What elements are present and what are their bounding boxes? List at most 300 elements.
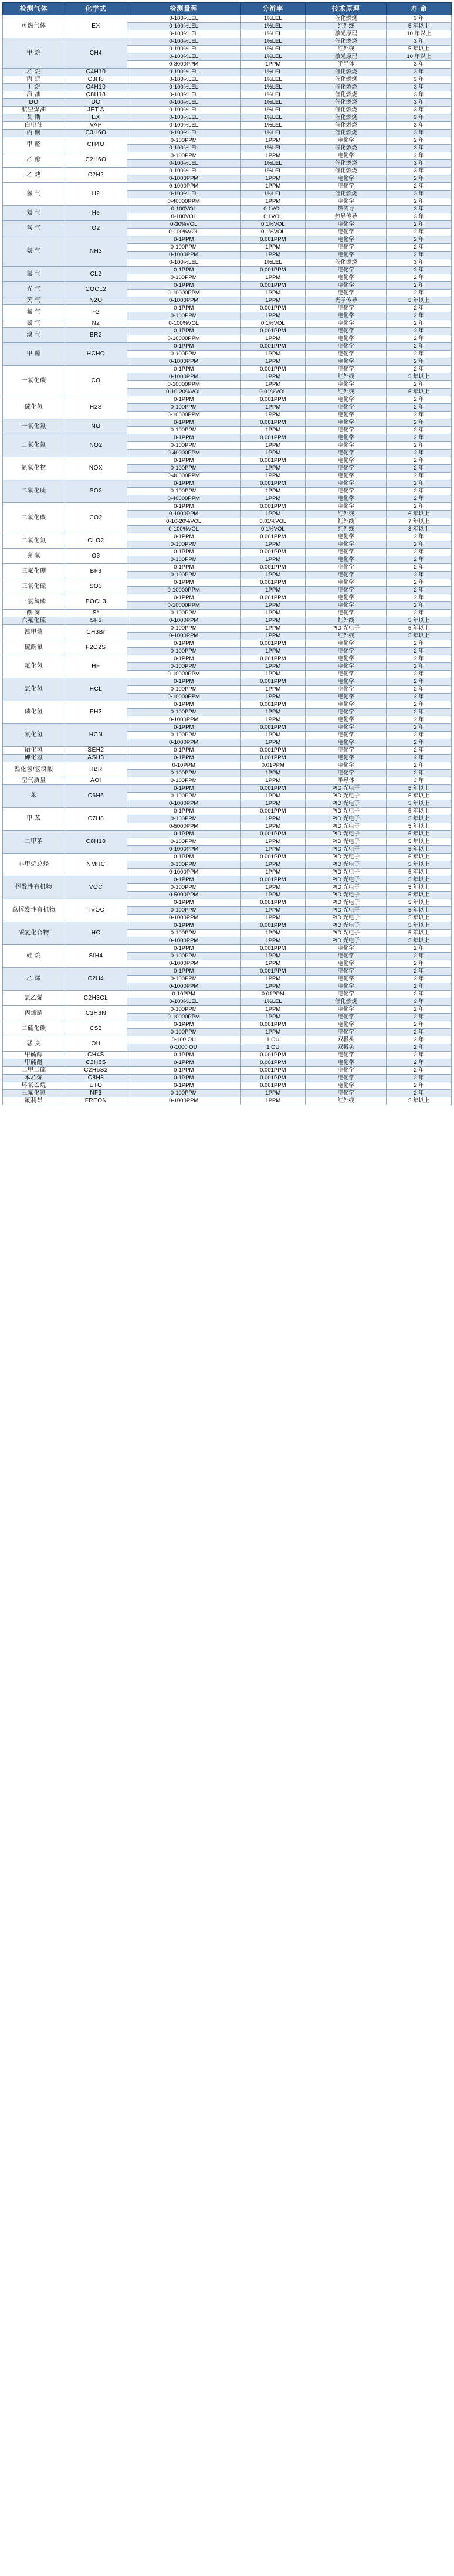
cell-resolution: 1PPM: [240, 846, 306, 854]
cell-life: 2 年: [387, 198, 452, 206]
cell-range: 0-100PPM: [127, 351, 240, 358]
table-row: [3, 1021, 452, 1029]
cell-gas-name: 碳氢化合物: [3, 922, 65, 945]
cell-resolution: 1PPM: [240, 335, 306, 343]
cell-resolution: 1%LEL: [240, 99, 306, 107]
cell-resolution: 1PPM: [240, 777, 306, 785]
cell-technology: 电化学: [306, 457, 387, 465]
table-row: [3, 1075, 452, 1082]
cell-technology: 电化学: [306, 488, 387, 495]
cell-resolution: 0.001PPM: [240, 945, 306, 953]
cell-life: 2 年: [387, 412, 452, 419]
cell-range: 0-100PPM: [127, 427, 240, 434]
cell-gas-name: 氦 气: [3, 206, 65, 221]
cell-range: 0-100%LEL: [127, 69, 240, 76]
cell-gas-name: 氟 气: [3, 305, 65, 320]
cell-life: 2 年: [387, 694, 452, 701]
cell-range: 0-40000PPM: [127, 450, 240, 457]
header-formula: 化学式: [65, 3, 127, 15]
cell-life: 5 年以上: [387, 625, 452, 633]
cell-resolution: 1PPM: [240, 465, 306, 473]
cell-technology: 电化学: [306, 473, 387, 480]
cell-formula: C8H10: [65, 831, 127, 854]
cell-life: 2 年: [387, 968, 452, 976]
cell-life: 2 年: [387, 716, 452, 724]
table-body: [3, 15, 452, 1105]
cell-range: 0-1PPM: [127, 1052, 240, 1059]
cell-resolution: 1 OU: [240, 1044, 306, 1052]
cell-resolution: 1PPM: [240, 404, 306, 412]
cell-life: 2 年: [387, 556, 452, 564]
cell-formula: NOX: [65, 457, 127, 480]
cell-technology: 电化学: [306, 579, 387, 587]
header-resolution: 分辨率: [240, 3, 306, 15]
table-row: [3, 503, 452, 511]
cell-resolution: 0.001PPM: [240, 1059, 306, 1067]
cell-life: 2 年: [387, 465, 452, 473]
cell-range: 0-100%LEL: [127, 46, 240, 53]
cell-gas-name: 二氧化氯: [3, 533, 65, 549]
table-header-row: [3, 3, 452, 15]
table-row: [3, 762, 452, 770]
table-row: [3, 419, 452, 427]
cell-formula: SO3: [65, 579, 127, 594]
cell-resolution: 1PPM: [240, 412, 306, 419]
cell-technology: 电化学: [306, 1067, 387, 1075]
cell-range: 0-1PPM: [127, 236, 240, 244]
cell-gas-name: 二甲苯: [3, 831, 65, 854]
cell-technology: PID 光电子: [306, 838, 387, 846]
cell-resolution: 0.01PPM: [240, 762, 306, 770]
cell-resolution: 1PPM: [240, 152, 306, 160]
cell-life: 2 年: [387, 328, 452, 335]
cell-life: 2 年: [387, 290, 452, 297]
cell-life: 2 年: [387, 976, 452, 983]
cell-technology: 电化学: [306, 556, 387, 564]
cell-life: 2 年: [387, 320, 452, 328]
table-row: [3, 701, 452, 709]
cell-range: 0-1000PPM: [127, 983, 240, 991]
cell-technology: 电化学: [306, 480, 387, 488]
cell-technology: 电化学: [306, 533, 387, 541]
cell-formula: C3H3N: [65, 1006, 127, 1021]
cell-technology: 电化学: [306, 465, 387, 473]
cell-technology: 半导体: [306, 777, 387, 785]
cell-technology: 激光原理: [306, 53, 387, 61]
cell-resolution: 0.001PPM: [240, 1052, 306, 1059]
table-row: [3, 1006, 452, 1014]
cell-technology: 电化学: [306, 412, 387, 419]
cell-technology: 电化学: [306, 1029, 387, 1036]
table-row: [3, 396, 452, 404]
cell-resolution: 0.01PPM: [240, 991, 306, 998]
cell-gas-name: 氟利昂: [3, 1097, 65, 1105]
cell-life: 3 年: [387, 99, 452, 107]
cell-technology: 电化学: [306, 351, 387, 358]
header-gas-name: 检测气体: [3, 3, 65, 15]
cell-formula: TVOC: [65, 899, 127, 922]
cell-gas-name: 丙烯腈: [3, 1006, 65, 1021]
cell-life: 5 年以上: [387, 869, 452, 876]
cell-life: 2 年: [387, 175, 452, 183]
cell-range: 0-100%LEL: [127, 76, 240, 84]
table-row: [3, 434, 452, 442]
cell-resolution: 1PPM: [240, 838, 306, 846]
cell-resolution: 1PPM: [240, 648, 306, 655]
cell-life: 2 年: [387, 732, 452, 739]
cell-technology: 红外线: [306, 633, 387, 640]
cell-life: 5 年以上: [387, 297, 452, 305]
table-row: [3, 152, 452, 160]
cell-life: 3 年: [387, 76, 452, 84]
cell-formula: CL2: [65, 267, 127, 282]
cell-technology: 催化燃烧: [306, 76, 387, 84]
cell-life: 2 年: [387, 983, 452, 991]
table-row: [3, 991, 452, 998]
table-row: [3, 755, 452, 762]
cell-gas-name: 溴 气: [3, 328, 65, 343]
cell-range: 0-1PPM: [127, 549, 240, 556]
cell-gas-name: 二甲二硫: [3, 1067, 65, 1075]
table-row: [3, 1090, 452, 1097]
cell-range: 0-100PPM: [127, 274, 240, 282]
table-row: [3, 625, 452, 633]
cell-range: 0-5000PPM: [127, 892, 240, 899]
cell-life: 5 年以上: [387, 892, 452, 899]
cell-technology: 催化燃烧: [306, 168, 387, 175]
cell-life: 2 年: [387, 701, 452, 709]
cell-resolution: 1PPM: [240, 815, 306, 823]
cell-technology: 电化学: [306, 358, 387, 366]
cell-range: 0-1PPM: [127, 755, 240, 762]
cell-range: 0-100PPM: [127, 777, 240, 785]
cell-gas-name: 二氧化氮: [3, 434, 65, 457]
cell-resolution: 0.001PPM: [240, 434, 306, 442]
cell-resolution: 0.01%VOL: [240, 518, 306, 526]
cell-technology: 电化学: [306, 1021, 387, 1029]
cell-life: 2 年: [387, 587, 452, 594]
cell-life: 2 年: [387, 648, 452, 655]
cell-range: 0-1000PPM: [127, 297, 240, 305]
cell-technology: 电化学: [306, 968, 387, 976]
cell-resolution: 0.001PPM: [240, 1067, 306, 1075]
cell-resolution: 1PPM: [240, 625, 306, 633]
cell-technology: 电化学: [306, 983, 387, 991]
cell-resolution: 1PPM: [240, 511, 306, 518]
cell-life: 2 年: [387, 1067, 452, 1075]
table-row: [3, 15, 452, 23]
cell-range: 0-100%LEL: [127, 145, 240, 152]
cell-technology: 电化学: [306, 678, 387, 686]
cell-range: 0-100PPM: [127, 732, 240, 739]
cell-formula: He: [65, 206, 127, 221]
cell-technology: 双极头: [306, 1036, 387, 1044]
cell-range: 0-1PPM: [127, 876, 240, 884]
cell-life: 5 年以上: [387, 389, 452, 396]
cell-life: 5 年以上: [387, 800, 452, 808]
cell-range: 0-1PPM: [127, 305, 240, 312]
cell-resolution: 1PPM: [240, 884, 306, 892]
cell-range: 0-100%LEL: [127, 122, 240, 130]
cell-technology: PID 光电子: [306, 800, 387, 808]
cell-resolution: 1%LEL: [240, 91, 306, 99]
cell-life: 5 年以上: [387, 785, 452, 793]
cell-technology: PID 光电子: [306, 831, 387, 838]
cell-technology: 催化燃烧: [306, 191, 387, 198]
cell-gas-name: 瓦 斯: [3, 114, 65, 122]
cell-formula: OU: [65, 1036, 127, 1052]
cell-range: 0-100PPM: [127, 663, 240, 671]
cell-life: 2 年: [387, 549, 452, 556]
cell-range: 0-100%LEL: [127, 191, 240, 198]
cell-technology: 电化学: [306, 663, 387, 671]
cell-technology: 红外线: [306, 511, 387, 518]
cell-technology: 红外线: [306, 1097, 387, 1105]
cell-technology: 电化学: [306, 945, 387, 953]
cell-formula: CS2: [65, 1021, 127, 1036]
cell-formula: DO: [65, 99, 127, 107]
cell-resolution: 1%LEL: [240, 122, 306, 130]
cell-technology: 电化学: [306, 1052, 387, 1059]
cell-resolution: 0.001PPM: [240, 396, 306, 404]
cell-formula: POCL3: [65, 594, 127, 610]
cell-range: 0-100PPM: [127, 1006, 240, 1014]
cell-technology: 电化学: [306, 564, 387, 572]
cell-formula: CLO2: [65, 533, 127, 549]
cell-life: 2 年: [387, 442, 452, 450]
cell-resolution: 0.001PPM: [240, 968, 306, 976]
cell-range: 0-1PPM: [127, 922, 240, 930]
header-range: 检测量程: [127, 3, 240, 15]
table-row: [3, 69, 452, 76]
cell-technology: PID 光电子: [306, 808, 387, 815]
cell-life: 5 年以上: [387, 937, 452, 945]
cell-range: 0-1PPM: [127, 854, 240, 861]
cell-formula: HCHO: [65, 343, 127, 366]
cell-range: 0-100%LEL: [127, 107, 240, 114]
table-row: [3, 107, 452, 114]
cell-resolution: 1PPM: [240, 1029, 306, 1036]
cell-range: 0-1PPM: [127, 282, 240, 290]
cell-life: 2 年: [387, 640, 452, 648]
cell-gas-name: 氯化氢: [3, 678, 65, 701]
table-row: [3, 236, 452, 244]
cell-life: 5 年以上: [387, 1097, 452, 1105]
cell-life: 5 年以上: [387, 617, 452, 625]
cell-life: 3 年: [387, 259, 452, 267]
cell-technology: 电化学: [306, 610, 387, 617]
cell-range: 0-1000PPM: [127, 252, 240, 259]
cell-resolution: 1PPM: [240, 937, 306, 945]
table-row: [3, 564, 452, 572]
cell-gas-name: 甲 醛: [3, 343, 65, 366]
cell-resolution: 1PPM: [240, 930, 306, 937]
cell-life: 2 年: [387, 960, 452, 968]
cell-life: 2 年: [387, 602, 452, 610]
gas-spec-table: [2, 2, 452, 1105]
cell-resolution: 0.001PPM: [240, 503, 306, 511]
cell-technology: 电化学: [306, 267, 387, 274]
cell-gas-name: 光 气: [3, 282, 65, 297]
cell-life: 2 年: [387, 495, 452, 503]
table-row: [3, 945, 452, 953]
cell-gas-name: 氯 气: [3, 267, 65, 282]
cell-life: 2 年: [387, 404, 452, 412]
table-row: [3, 899, 452, 907]
cell-life: 2 年: [387, 709, 452, 716]
cell-technology: 电化学: [306, 450, 387, 457]
table-row: [3, 122, 452, 130]
cell-gas-name: 硫化氢: [3, 396, 65, 419]
cell-range: 0-100PPM: [127, 884, 240, 892]
cell-range: 0-100VOL: [127, 206, 240, 213]
cell-life: 7 年以上: [387, 518, 452, 526]
cell-life: 2 年: [387, 1044, 452, 1052]
cell-range: 0-1000PPM: [127, 960, 240, 968]
cell-resolution: 1PPM: [240, 290, 306, 297]
cell-life: 2 年: [387, 1059, 452, 1067]
cell-resolution: 0.001PPM: [240, 678, 306, 686]
cell-range: 0-1000PPM: [127, 937, 240, 945]
table-row: [3, 533, 452, 541]
table-row: [3, 876, 452, 884]
cell-gas-name: 硅 烷: [3, 945, 65, 968]
cell-technology: 电化学: [306, 244, 387, 252]
table-row: [3, 320, 452, 328]
cell-technology: 电化学: [306, 1082, 387, 1090]
cell-gas-name: 乙 醇: [3, 152, 65, 168]
cell-technology: 电化学: [306, 305, 387, 312]
cell-technology: 电化学: [306, 366, 387, 373]
cell-gas-name: 苯: [3, 785, 65, 808]
cell-life: 2 年: [387, 1036, 452, 1044]
cell-technology: 电化学: [306, 572, 387, 579]
cell-range: 0-1000PPM: [127, 800, 240, 808]
cell-resolution: 1PPM: [240, 1006, 306, 1014]
cell-resolution: 1%LEL: [240, 114, 306, 122]
cell-life: 2 年: [387, 358, 452, 366]
cell-life: 2 年: [387, 152, 452, 160]
cell-resolution: 0.1%VOL: [240, 221, 306, 229]
cell-resolution: 0.001PPM: [240, 831, 306, 838]
cell-technology: 电化学: [306, 770, 387, 777]
cell-life: 3 年: [387, 122, 452, 130]
cell-resolution: 1PPM: [240, 915, 306, 922]
cell-life: 2 年: [387, 747, 452, 755]
cell-technology: 电化学: [306, 328, 387, 335]
cell-range: 0-1PPM: [127, 968, 240, 976]
cell-range: 0-1PPM: [127, 808, 240, 815]
cell-technology: 半导体: [306, 61, 387, 69]
cell-resolution: 1PPM: [240, 587, 306, 594]
cell-formula: CH4S: [65, 1052, 127, 1059]
cell-range: 0-1000PPM: [127, 617, 240, 625]
cell-range: 0-100%LEL: [127, 99, 240, 107]
cell-technology: 电化学: [306, 755, 387, 762]
cell-life: 3 年: [387, 107, 452, 114]
cell-technology: 电化学: [306, 1059, 387, 1067]
cell-formula: C3H6O: [65, 130, 127, 137]
cell-technology: 电化学: [306, 434, 387, 442]
cell-technology: 热传导: [306, 206, 387, 213]
cell-resolution: 1PPM: [240, 709, 306, 716]
cell-range: 0-100PPM: [127, 572, 240, 579]
cell-range: 0-1PPM: [127, 594, 240, 602]
cell-technology: 电化学: [306, 404, 387, 412]
cell-life: 2 年: [387, 236, 452, 244]
table-row: [3, 480, 452, 488]
table-row: [3, 99, 452, 107]
cell-gas-name: 臭 氧: [3, 549, 65, 564]
cell-formula: BF3: [65, 564, 127, 579]
cell-gas-name: 硒化氢: [3, 747, 65, 755]
cell-gas-name: DO: [3, 99, 65, 107]
cell-formula: EX: [65, 15, 127, 38]
cell-resolution: 1PPM: [240, 694, 306, 701]
cell-range: 0-10000PPM: [127, 335, 240, 343]
cell-range: 0-1PPM: [127, 1059, 240, 1067]
cell-life: 2 年: [387, 678, 452, 686]
cell-life: 2 年: [387, 1082, 452, 1090]
cell-gas-name: 甲 苯: [3, 808, 65, 831]
cell-range: 0-100PPM: [127, 541, 240, 549]
cell-resolution: 1PPM: [240, 297, 306, 305]
cell-resolution: 1%LEL: [240, 107, 306, 114]
cell-resolution: 1%LEL: [240, 145, 306, 152]
cell-formula: H2: [65, 183, 127, 206]
cell-life: 2 年: [387, 610, 452, 617]
cell-range: 0-100PPM: [127, 686, 240, 694]
table-row: [3, 549, 452, 556]
table-row: [3, 168, 452, 175]
cell-life: 2 年: [387, 953, 452, 960]
table-row: [3, 130, 452, 137]
cell-range: 0-40000PPM: [127, 495, 240, 503]
cell-resolution: 1%LEL: [240, 130, 306, 137]
cell-gas-name: 甲 醛: [3, 137, 65, 152]
cell-life: 2 年: [387, 473, 452, 480]
cell-life: 2 年: [387, 671, 452, 678]
cell-technology: 电化学: [306, 252, 387, 259]
cell-life: 5 年以上: [387, 823, 452, 831]
cell-range: 0-100PPM: [127, 815, 240, 823]
cell-range: 0-1000PPM: [127, 633, 240, 640]
cell-technology: 光学传导: [306, 297, 387, 305]
cell-resolution: 0.001PPM: [240, 747, 306, 755]
cell-technology: PID 光电子: [306, 930, 387, 937]
cell-resolution: 0.001PPM: [240, 328, 306, 335]
cell-life: 2 年: [387, 312, 452, 320]
cell-technology: 催化燃烧: [306, 38, 387, 46]
cell-range: 0-100%LEL: [127, 30, 240, 38]
cell-resolution: 1%LEL: [240, 168, 306, 175]
cell-range: 0-10000PPM: [127, 587, 240, 594]
cell-formula: F2O2S: [65, 640, 127, 655]
cell-formula: C7H8: [65, 808, 127, 831]
table-row: [3, 968, 452, 976]
cell-formula: SF6: [65, 617, 127, 625]
cell-range: 0-1PPM: [127, 267, 240, 274]
cell-life: 3 年: [387, 15, 452, 23]
cell-technology: 热导传导: [306, 213, 387, 221]
cell-resolution: 0.001PPM: [240, 533, 306, 541]
cell-range: 0-100PPM: [127, 488, 240, 495]
cell-gas-name: 氰化氢: [3, 724, 65, 747]
cell-resolution: 1PPM: [240, 572, 306, 579]
cell-range: 0-100%VOL: [127, 526, 240, 533]
table-row: [3, 91, 452, 99]
cell-technology: 催化燃烧: [306, 114, 387, 122]
